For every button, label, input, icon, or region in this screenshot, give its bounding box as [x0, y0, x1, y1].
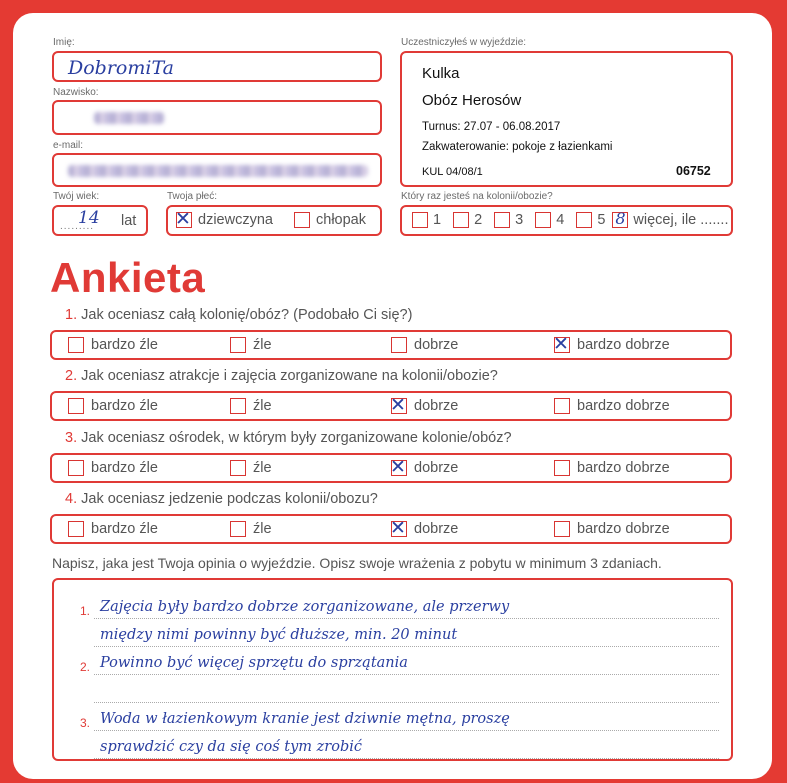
option-label: dobrze: [414, 337, 459, 353]
answer-row-1: [50, 330, 732, 360]
name-value: DobromiTa: [68, 57, 174, 79]
option-bardzo-dobrze[interactable]: [554, 455, 670, 481]
rating-checkbox[interactable]: [68, 398, 84, 414]
gender-option-boy[interactable]: chłopak: [294, 212, 366, 228]
rating-checkbox[interactable]: [553, 333, 570, 355]
gender-boy-checkbox[interactable]: [294, 212, 310, 228]
question-text: Jak oceniasz ośrodek, w którym były zorganizowane kolonie/obóz?: [81, 430, 512, 446]
rating-checkbox[interactable]: [230, 337, 246, 353]
option-label: bardzo dobrze: [577, 398, 670, 414]
checked-x-icon: ✕: [390, 456, 406, 478]
camp-code: KUL 04/08/1: [422, 166, 483, 178]
handwritten-answer-line: Woda w łazienkowym kranie jest dziwnie mętna, proszę: [100, 711, 510, 727]
dotted-line: [94, 730, 719, 731]
option-label: źle: [253, 521, 272, 537]
answer-row-4: [50, 514, 732, 544]
opinion-prompt: Napisz, jaka jest Twoja opinia o wyjeździe. Opisz swoje wrażenia z pobytu w minimum 3 zdaniach.: [52, 555, 662, 571]
email-label: e-mail:: [53, 140, 84, 151]
option-label: dobrze: [414, 460, 459, 476]
handwritten-answer-line: sprawdzić czy da się coś tym zrobić: [100, 739, 362, 755]
camp-number: 06752: [676, 164, 711, 178]
camp-name: Obóz Herosów: [422, 92, 522, 109]
option-label: bardzo dobrze: [577, 460, 670, 476]
survey-title: Ankieta: [50, 254, 206, 301]
option-label: bardzo źle: [91, 460, 158, 476]
age-unit: lat: [121, 213, 137, 229]
option-label: bardzo dobrze: [577, 521, 670, 537]
rating-checkbox[interactable]: [68, 337, 84, 353]
survey-card: [13, 13, 772, 779]
age-field[interactable]: ......... 14 lat: [52, 205, 148, 236]
answer-row-2: [50, 391, 732, 421]
handwritten-answer-line: Powinno być więcej sprzętu do sprzątania: [100, 655, 408, 671]
participant-label: Uczestniczyłeś w wyjeździe:: [401, 37, 527, 48]
opinion-box[interactable]: [52, 578, 733, 761]
question-number: 1.: [65, 307, 78, 323]
age-label: Twój wiek:: [53, 191, 100, 202]
option-label: bardzo dobrze: [577, 337, 670, 353]
times-field: [400, 205, 733, 236]
gender-option-girl[interactable]: ✕ dziewczyna: [175, 208, 273, 230]
dotted-line: [94, 674, 719, 675]
rating-checkbox[interactable]: [68, 521, 84, 537]
option-bardzo-dobrze[interactable]: [554, 516, 670, 542]
option-bardzo-źle[interactable]: [68, 455, 158, 481]
option-bardzo-dobrze[interactable]: [554, 393, 670, 419]
option-bardzo-źle[interactable]: [68, 393, 158, 419]
question-2: [65, 368, 498, 384]
option-label: bardzo źle: [91, 521, 158, 537]
rating-checkbox[interactable]: [390, 456, 407, 478]
rating-checkbox[interactable]: [230, 398, 246, 414]
option-bardzo-źle[interactable]: [68, 332, 158, 358]
surname-field[interactable]: [52, 100, 382, 135]
age-value: 14: [78, 208, 100, 228]
question-text: Jak oceniasz atrakcje i zajęcia zorganizowane na kolonii/obozie?: [81, 368, 498, 384]
question-number: 4.: [65, 491, 78, 507]
question-4: [65, 491, 378, 507]
handwritten-answer-line: Zajęcia były bardzo dobrze zorganizowane, ale przerwy: [100, 599, 510, 615]
participant-box: [400, 51, 733, 187]
dotted-line: [94, 758, 719, 759]
option-źle[interactable]: [230, 516, 272, 542]
option-dobrze[interactable]: [391, 393, 458, 419]
email-redacted: [68, 165, 368, 177]
checked-x-icon: ✕: [390, 394, 406, 416]
option-label: bardzo źle: [91, 398, 158, 414]
gender-field: [166, 205, 382, 236]
rating-checkbox[interactable]: [230, 460, 246, 476]
option-label: źle: [253, 398, 272, 414]
dotted-line: [94, 646, 719, 647]
rating-checkbox[interactable]: [554, 460, 570, 476]
times-options: 1 2 3 4 5 8 więcej, ile .......: [412, 212, 728, 228]
dotted-line: [94, 702, 719, 703]
option-label: dobrze: [414, 398, 459, 414]
organizer: Kulka: [422, 65, 460, 82]
gender-girl-checkbox[interactable]: [175, 208, 192, 230]
lodging: Zakwaterowanie: pokoje z łazienkami: [422, 141, 613, 153]
times-5-checkbox[interactable]: [576, 212, 592, 228]
rating-checkbox[interactable]: [391, 337, 407, 353]
question-number: 2.: [65, 368, 78, 384]
times-more-checkbox[interactable]: [612, 209, 628, 228]
checked-x-icon: ✕: [175, 208, 191, 230]
option-źle[interactable]: [230, 393, 272, 419]
times-1-checkbox[interactable]: [412, 212, 428, 228]
question-number: 3.: [65, 430, 78, 446]
rating-checkbox[interactable]: [230, 521, 246, 537]
dotted-line: [94, 618, 719, 619]
times-label: Który raz jesteś na kolonii/obozie?: [401, 191, 553, 202]
times-3-checkbox[interactable]: [494, 212, 510, 228]
rating-checkbox[interactable]: [554, 521, 570, 537]
option-dobrze[interactable]: [391, 516, 458, 542]
answer-number: 2.: [80, 660, 91, 674]
rating-checkbox[interactable]: [68, 460, 84, 476]
answer-number: 1.: [80, 604, 91, 618]
option-label: źle: [253, 460, 272, 476]
times-4-checkbox[interactable]: [535, 212, 551, 228]
option-źle[interactable]: [230, 332, 272, 358]
gender-label: Twoja płeć:: [167, 191, 218, 202]
turnus: Turnus: 27.07 - 06.08.2017: [422, 121, 561, 133]
question-text: Jak oceniasz całą kolonię/obóz? (Podobało Ci się?): [81, 307, 413, 323]
question-1: [65, 307, 412, 323]
email-field[interactable]: [52, 153, 382, 187]
checked-x-icon: ✕: [553, 333, 569, 355]
name-field[interactable]: [52, 51, 382, 82]
answer-row-3: [50, 453, 732, 483]
checked-x-icon: ✕: [390, 517, 406, 539]
name-label: Imię:: [53, 37, 75, 48]
option-dobrze[interactable]: [391, 332, 458, 358]
times-2-checkbox[interactable]: [453, 212, 469, 228]
option-label: źle: [253, 337, 272, 353]
surname-redacted: [94, 112, 164, 124]
rating-checkbox[interactable]: [390, 517, 407, 539]
surname-label: Nazwisko:: [53, 87, 99, 98]
times-handwritten: 8: [615, 209, 626, 228]
rating-checkbox[interactable]: [390, 394, 407, 416]
option-źle[interactable]: [230, 455, 272, 481]
option-label: dobrze: [414, 521, 459, 537]
question-3: [65, 430, 512, 446]
option-bardzo-dobrze[interactable]: [554, 332, 670, 358]
handwritten-answer-line: między nimi powinny być dłuższe, min. 20 minut: [100, 627, 458, 643]
option-dobrze[interactable]: [391, 455, 458, 481]
answer-number: 3.: [80, 716, 91, 730]
question-text: Jak oceniasz jedzenie podczas kolonii/obozu?: [81, 491, 378, 507]
rating-checkbox[interactable]: [554, 398, 570, 414]
option-label: bardzo źle: [91, 337, 158, 353]
option-bardzo-źle[interactable]: [68, 516, 158, 542]
